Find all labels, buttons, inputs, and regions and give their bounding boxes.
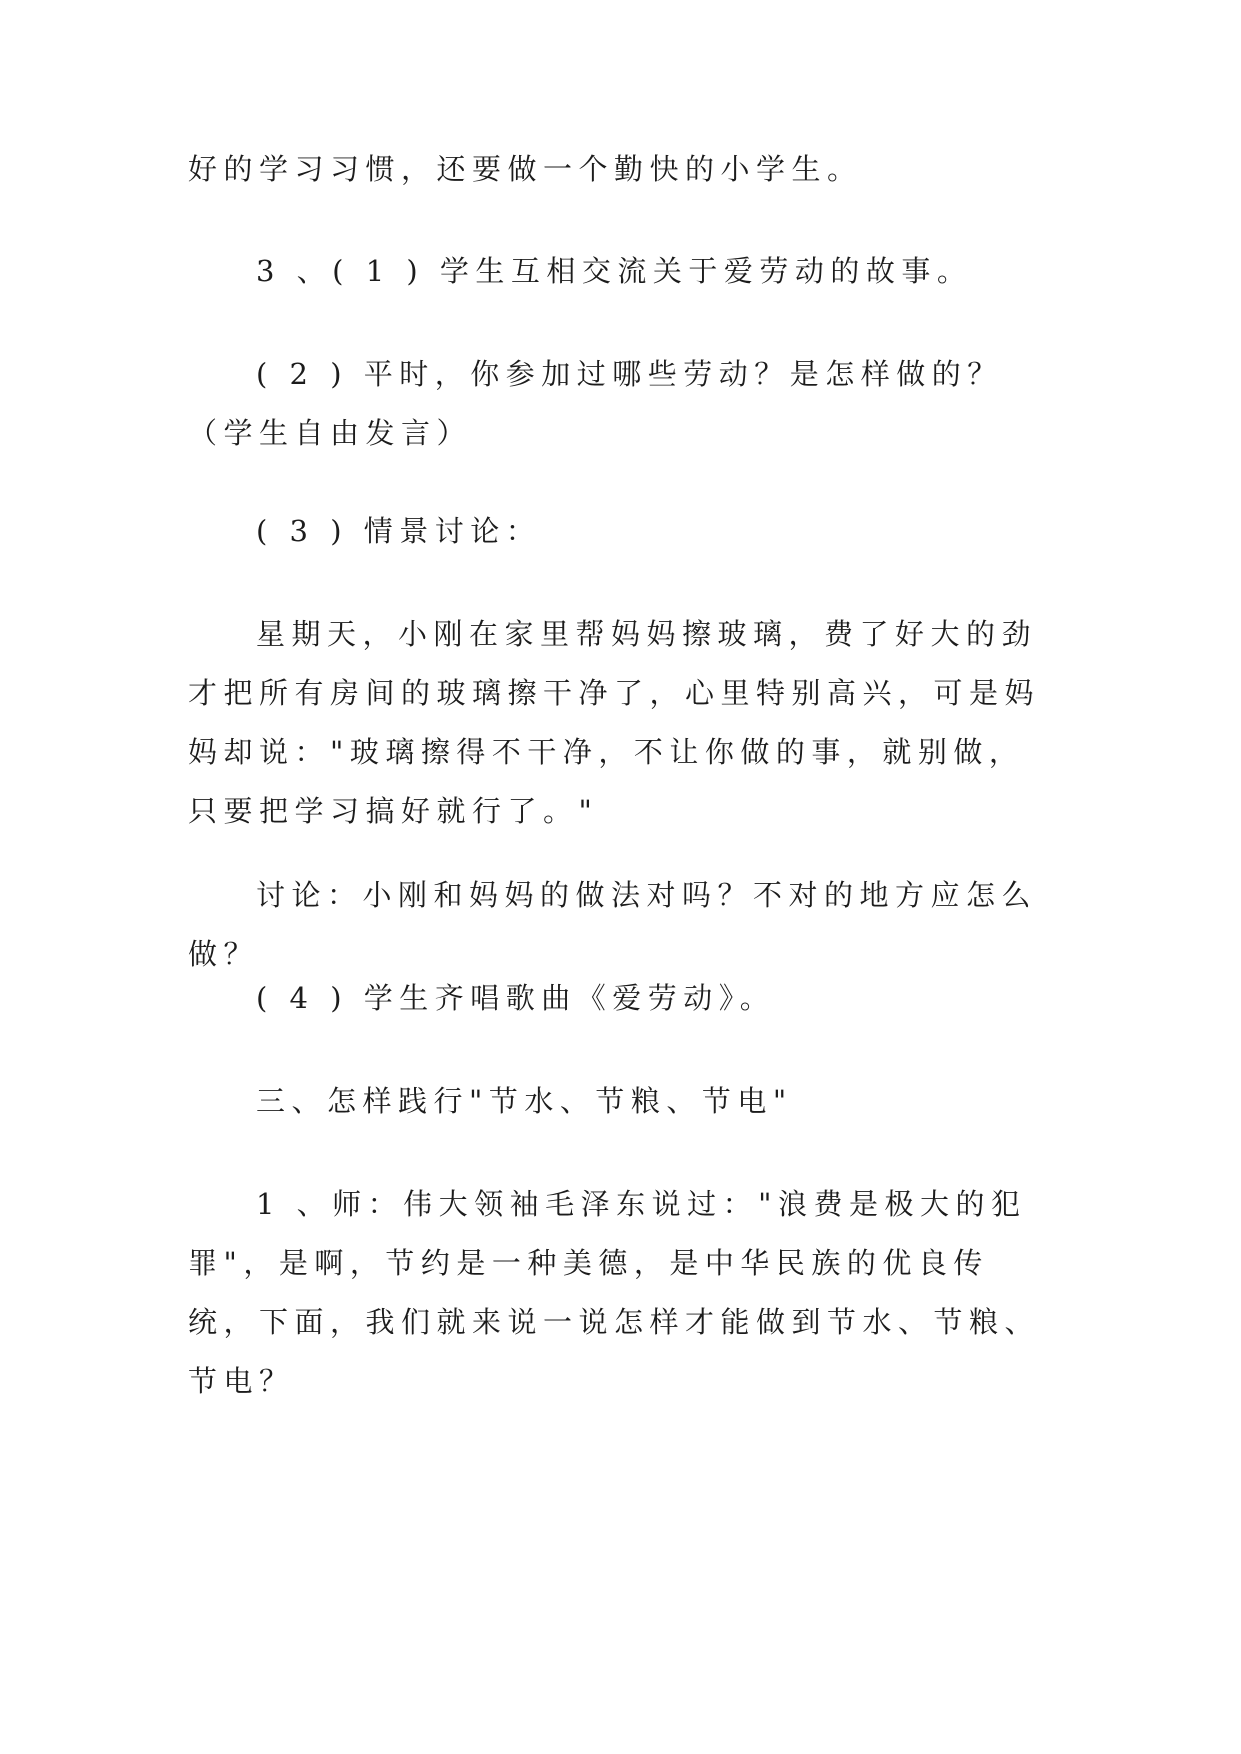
paragraph-continuation: 好的学习习惯，还要做一个勤快的小学生。 bbox=[188, 152, 863, 186]
paragraph-scenario: 星期天，小刚在家里帮妈妈擦玻璃，费了好大的劲才把所有房间的玻璃擦干净了，心里特别高兴，可是妈妈却说："玻璃擦得不干净，不让你做的事，就别做，只要把学习搞好就行了。" bbox=[188, 617, 1041, 828]
paragraph-discussion: 讨论：小刚和妈妈的做法对吗？不对的地方应怎么做？ bbox=[188, 878, 1038, 971]
paragraph-item-4: ( 4 ) 学生齐唱歌曲《爱劳动》。 bbox=[256, 981, 776, 1015]
paragraph-item-3: ( 3 ) 情景讨论： bbox=[256, 514, 542, 548]
paragraph-item-1: 1 、师：伟大领袖毛泽东说过："浪费是极大的犯罪"，是啊，节约是一种美德，是中华民族的优良传统，下面，我们就来说一说怎样才能做到节水、节粮、节电？ bbox=[188, 1187, 1041, 1398]
paragraph-item-3-1: 3 、( 1 ) 学生互相交流关于爱劳动的故事。 bbox=[256, 254, 973, 288]
paragraph-item-2: ( 2 ) 平时，你参加过哪些劳动？是怎样做的？（学生自由发言） bbox=[188, 357, 1003, 450]
section-heading-3: 三、怎样践行"节水、节粮、节电" bbox=[256, 1084, 793, 1118]
